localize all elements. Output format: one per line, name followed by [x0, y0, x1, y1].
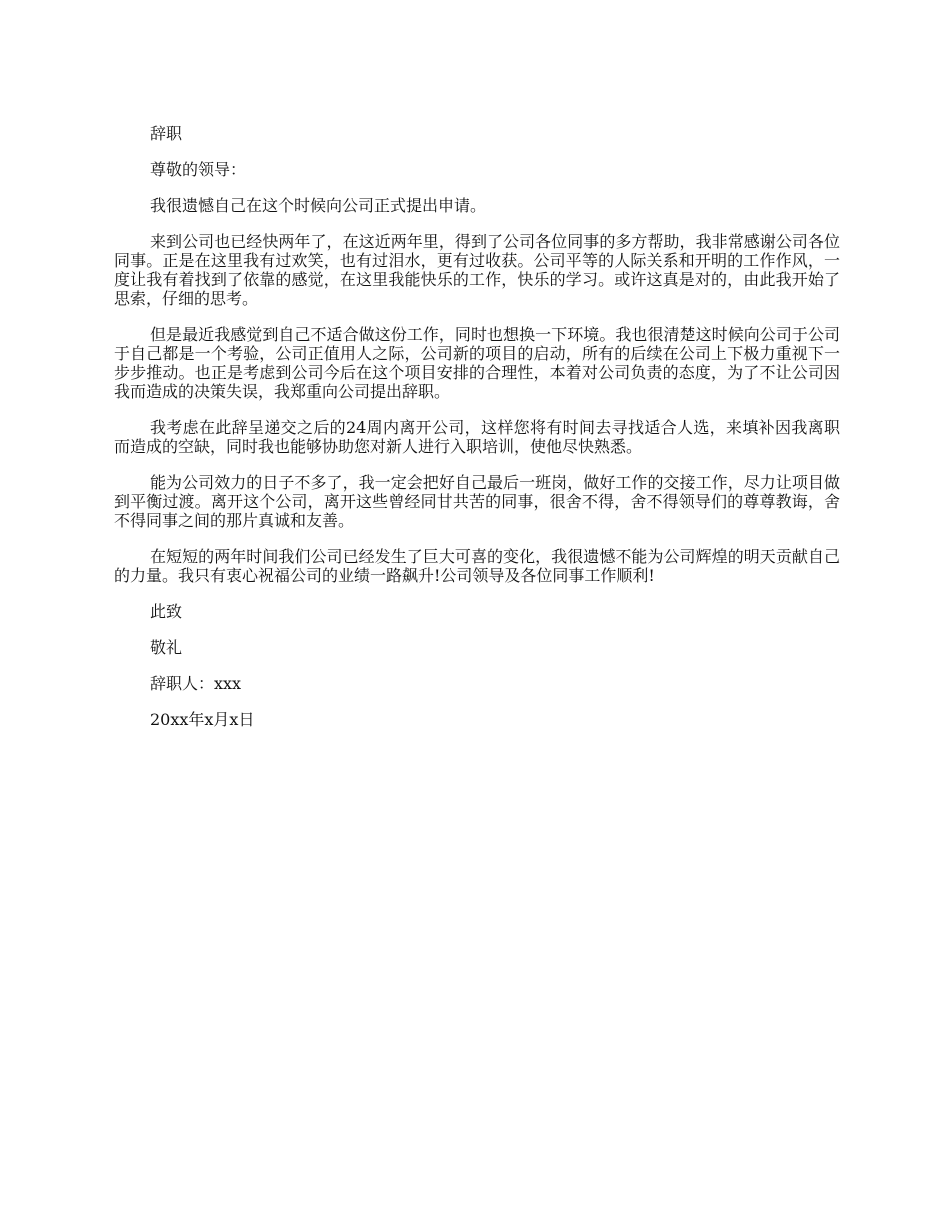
paragraph-5: 能为公司效力的日子不多了，我一定会把好自己最后一班岗，做好工作的交接工作，尽力让项目做到平衡过渡。离开这个公司，离开这些曾经同甘共苦的同事，很舍不得，舍不得领导们的尊尊教诲，舍不得同事之间的那片真诚和友善。 — [114, 473, 840, 530]
signature: 辞职人：xxx — [150, 674, 242, 693]
date: 20xx年x月x日 — [150, 710, 255, 729]
paragraph-3: 但是最近我感觉到自己不适合做这份工作，同时也想换一下环境。我也很清楚这时候向公司于公司于自己都是一个考验，公司正值用人之际，公司新的项目的启动，所有的后续在公司上下极力重视下一步步推动。也正是考虑到公司今后在这个项目安排的合理性，本着对公司负责的态度，为了不让公司因我而造成的决策失误，我郑重向公司提出辞职。 — [114, 325, 840, 401]
letter-body — [114, 124, 840, 746]
salutation: 尊敬的领导： — [150, 160, 247, 179]
paragraph-1: 我很遗憾自己在这个时候向公司正式提出申请。 — [150, 196, 487, 215]
paragraph-2: 来到公司也已经快两年了，在这近两年里，得到了公司各位同事的多方帮助，我非常感谢公司各位同事。正是在这里我有过欢笑，也有过泪水，更有过收获。公司平等的人际关系和开明的工作作风，一度让我有着找到了依靠的感觉，在这里我能快乐的工作，快乐的学习。或许这真是对的，由此我开始了思索，仔细的思考。 — [114, 232, 840, 308]
paragraph-4: 我考虑在此辞呈递交之后的24周内离开公司，这样您将有时间去寻找适合人选，来填补因我离职而造成的空缺，同时我也能够协助您对新人进行入职培训，使他尽快熟悉。 — [114, 418, 840, 456]
paragraph-6: 在短短的两年时间我们公司已经发生了巨大可喜的变化，我很遗憾不能为公司辉煌的明天贡献自己的力量。我只有衷心祝福公司的业绩一路飙升!公司领导及各位同事工作顺利! — [114, 547, 840, 585]
closing-greeting: 此致 — [150, 602, 183, 621]
letter-title: 辞职 — [150, 124, 183, 143]
closing-salute: 敬礼 — [150, 638, 183, 657]
